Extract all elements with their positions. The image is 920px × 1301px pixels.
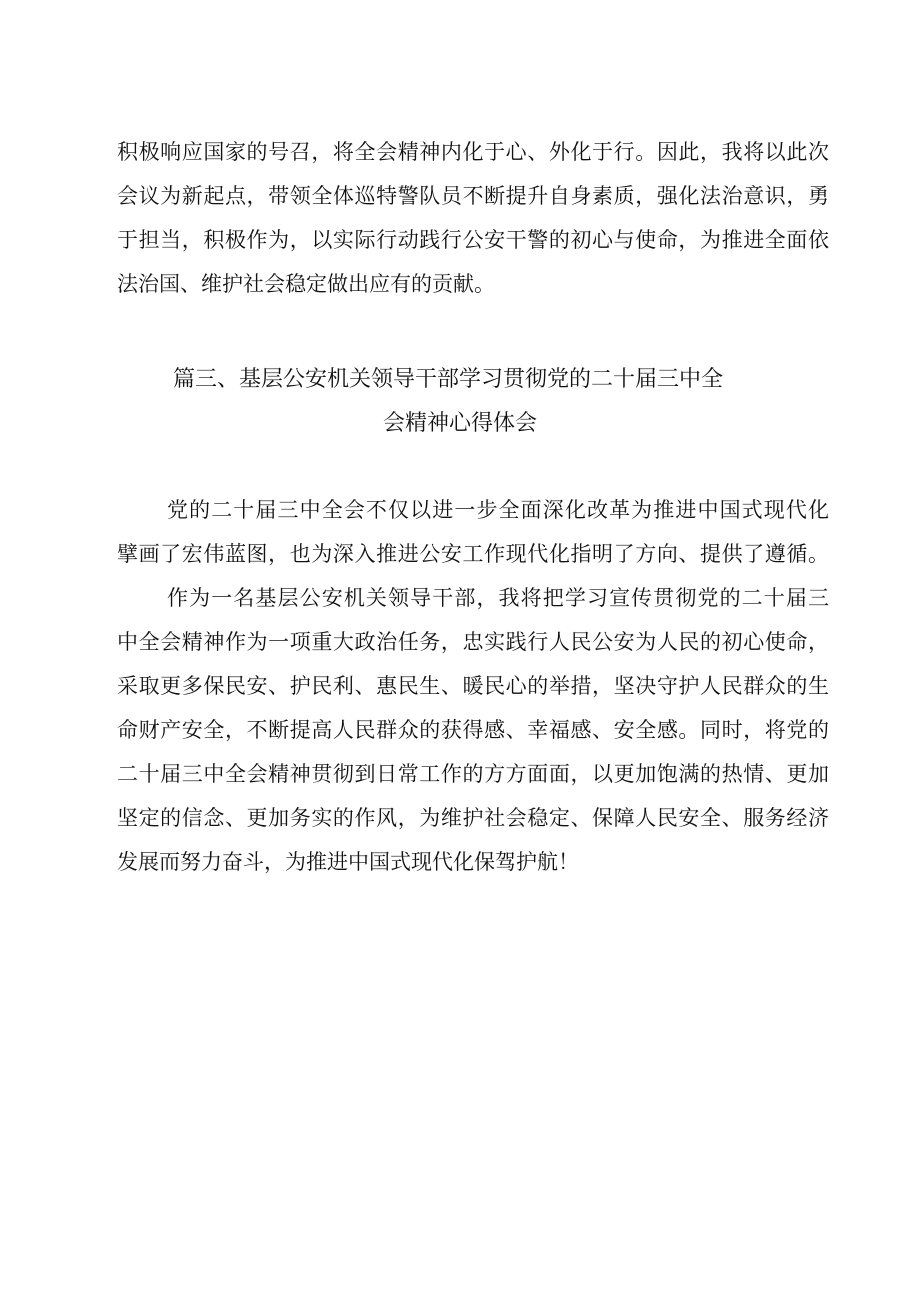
body-paragraph-1 bbox=[117, 488, 829, 576]
section-title-line: 会精神心得体会 bbox=[382, 411, 537, 436]
section-title-line: 篇三、基层公安机关领导干部学习贯彻党的二十届三中全 bbox=[172, 367, 723, 392]
paragraph-line: 擘画了宏伟蓝图，也为深入推进公安工作现代化指明了方向、提供了遵循。 bbox=[117, 542, 829, 566]
paragraph-line: 法治国、维护社会稳定做出应有的贡献。 bbox=[117, 272, 495, 296]
body-paragraph-2 bbox=[117, 576, 829, 884]
section-title bbox=[0, 358, 920, 446]
paragraph-line: 作为一名基层公安机关领导干部，我将把学习宣传贯彻党的二十届三 bbox=[167, 586, 829, 610]
paragraph-line: 发展而努力奋斗，为推进中国式现代化保驾护航！ bbox=[117, 850, 579, 874]
continuation-paragraph bbox=[117, 130, 829, 306]
paragraph-line: 积极响应国家的号召，将全会精神内化于心、外化于行。因此，我将以此次 bbox=[117, 140, 829, 164]
paragraph-line: 党的二十届三中全会不仅以进一步全面深化改革为推进中国式现代化 bbox=[167, 498, 829, 522]
paragraph-line: 二十届三中全会精神贯彻到日常工作的方方面面，以更加饱满的热情、更加 bbox=[117, 762, 829, 786]
paragraph-line: 会议为新起点，带领全体巡特警队员不断提升自身素质，强化法治意识，勇 bbox=[117, 184, 829, 208]
paragraph-line: 命财产安全，不断提高人民群众的获得感、幸福感、安全感。同时，将党的 bbox=[117, 718, 829, 742]
paragraph-line: 中全会精神作为一项重大政治任务，忠实践行人民公安为人民的初心使命， bbox=[117, 630, 829, 654]
paragraph-line: 于担当，积极作为，以实际行动践行公安干警的初心与使命，为推进全面依 bbox=[117, 228, 829, 252]
paragraph-line: 坚定的信念、更加务实的作风，为维护社会稳定、保障人民安全、服务经济 bbox=[117, 806, 829, 830]
paragraph-line: 采取更多保民安、护民利、惠民生、暖民心的举措，坚决守护人民群众的生 bbox=[117, 674, 829, 698]
